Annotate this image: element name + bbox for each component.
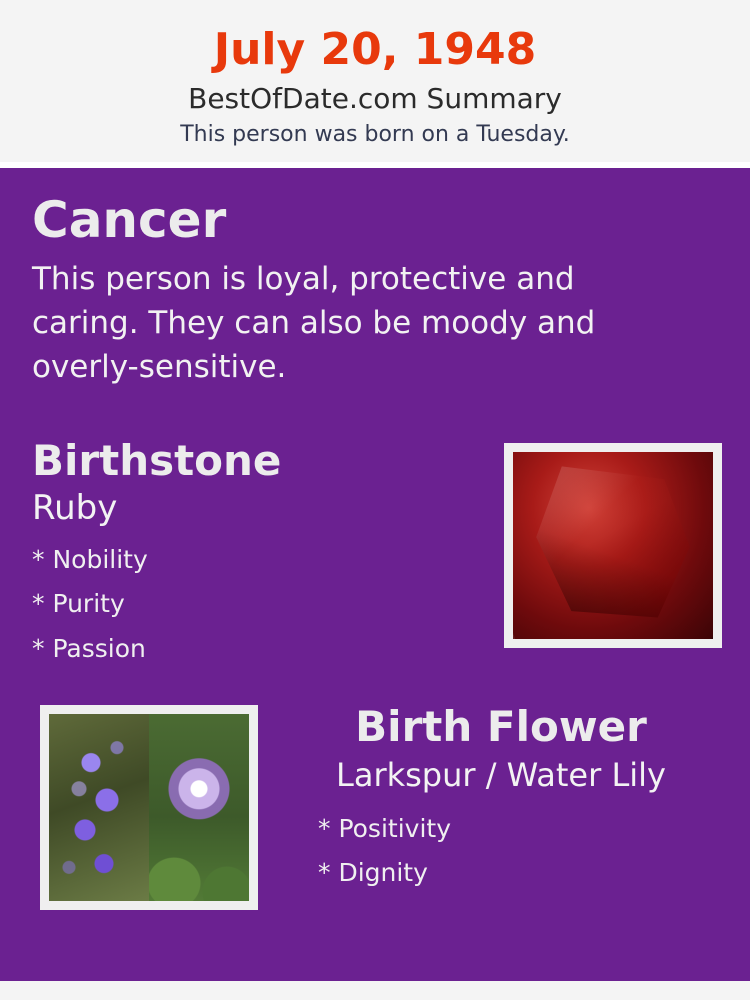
birthstone-heading: Birthstone: [32, 435, 282, 485]
birth-weekday-text: This person was born on a Tuesday.: [180, 121, 570, 147]
list-item: * Passion: [32, 633, 146, 663]
summary-panel: [0, 168, 750, 981]
larkspur-photo-half: [49, 714, 149, 901]
list-item: * Nobility: [32, 544, 148, 574]
water-lily-photo-half: [149, 714, 249, 901]
list-item: * Purity: [32, 589, 125, 619]
larkspur-water-lily-photo: [49, 714, 249, 901]
list-item: * Dignity: [318, 858, 428, 888]
zodiac-section: [32, 191, 720, 389]
birthflower-section: [32, 702, 720, 915]
birthstone-image-frame: [504, 443, 722, 648]
birthstone-section: [32, 435, 720, 671]
ruby-gemstone-photo: [513, 452, 713, 639]
birthflower-name: Larkspur / Water Lily: [336, 756, 666, 795]
site-summary-label: BestOfDate.com Summary: [188, 82, 562, 116]
list-item: * Positivity: [318, 813, 451, 843]
birthflower-heading: Birth Flower: [355, 702, 647, 752]
page-header: [0, 0, 750, 162]
page-title: July 20, 1948: [213, 24, 537, 75]
zodiac-sign-title: Cancer: [32, 191, 227, 250]
birthstone-name: Ruby: [32, 488, 118, 529]
zodiac-description: This person is loyal, protective and caring. They can also be moody and overly-sensitive.: [32, 260, 596, 385]
birthflower-image-frame: [40, 705, 258, 910]
